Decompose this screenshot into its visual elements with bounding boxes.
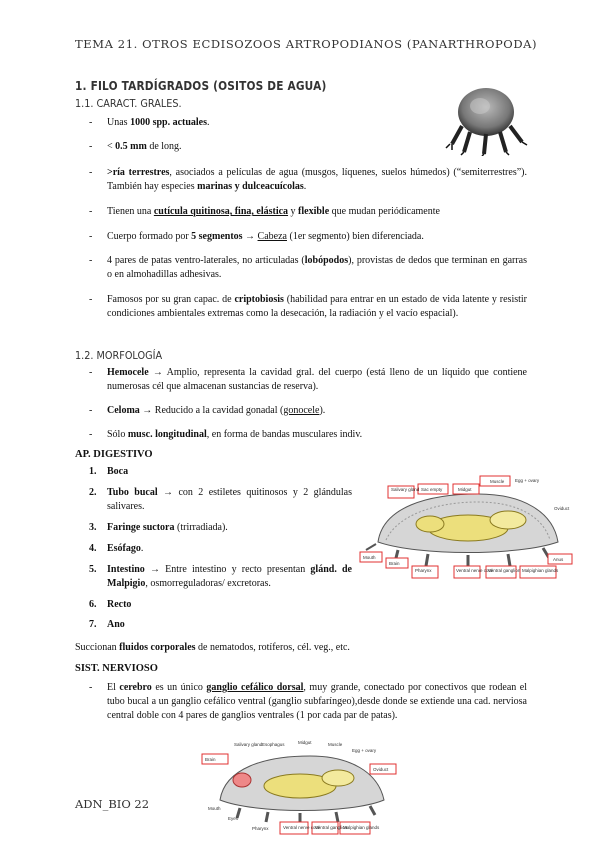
bullet-celoma: - Celoma → Reducido a la cavidad gonadal (gonocele). [89, 405, 326, 416]
section-heading-tardigrada: 1. FILO TARDÍGRADOS (OSITOS DE AGUA) [75, 79, 327, 93]
diagram-label: Anus [553, 557, 564, 562]
diagram-label: Midgut [298, 740, 312, 745]
digestivo-item: 6. Recto [89, 599, 132, 610]
diagram-label: Sac empty [421, 487, 443, 492]
diagram-label: Esophagus [262, 742, 285, 747]
bullet-segmentos: - Cuerpo formado por 5 segmentos → Cabeza (1er segmento) bien diferenciada. [89, 231, 424, 242]
bullet-length: - < 0.5 mm de long. [89, 141, 182, 152]
diagram-label: Muscle [328, 742, 343, 747]
digestivo-item: 2. Tubo bucal → con 2 estiletes quitinosos y 2 glándulas salivares. [89, 487, 352, 513]
digestivo-item: 1. Boca [89, 466, 129, 477]
diagram-label: Eyes [228, 816, 239, 821]
bullet-habitat: - >ría terrestres, asociados a películas de agua (musgos, líquenes, suelos húmedos) (“semiterrestres”). También hay especies marinas y dulceacuícolas. [89, 167, 527, 193]
diagram-label: Mouth [208, 806, 221, 811]
bullet-cerebro: - El cerebro es un único ganglio cefálico dorsal, muy grande, conectado por conectivos que rodean el tubo bucal a un ganglio cefálico ventral (ganglio subfaríngeo),desde donde se extiende una cad. nerviosa central doble con 4 pares de ganglios ventrales (1 por cada par de patas). [89, 682, 527, 722]
heading-nervioso: SIST. NERVIOSO [75, 663, 158, 674]
diagram-label: Ventral ganglion [488, 568, 521, 573]
diagram-label: Ventral nerve cord [456, 568, 493, 573]
diagram-label: Ventral nerve cord [283, 825, 320, 830]
heading-digestivo: AP. DIGESTIVO [75, 449, 153, 460]
diagram-label: Egg + ovary [515, 478, 540, 483]
nervous-diagram [200, 738, 400, 838]
diagram-label: Midgut [458, 487, 472, 492]
bullet-species: - Unas 1000 spp. actuales. [89, 117, 210, 128]
bullet-patas: - 4 pares de patas ventro-laterales, no articuladas (lobópodos), provistas de dedos que terminan en garras o en almohadillas adhesivas. [89, 255, 527, 281]
bullet-hemocele: - Hemocele → Amplio, representa la cavidad gral. del cuerpo (está lleno de un líquido que contiene numerosas cél que almacenan sustancias de reserva). [89, 367, 527, 393]
bullet-criptobiosis: - Famosos por su gran capac. de criptobiosis (habilidad para entrar en un estado de vida latente y resistir condiciones ambientales extremas como la desecación, la radiación y el vacío espacial). [89, 294, 528, 320]
diagram-label: Oviduct [554, 506, 570, 511]
diagram-label: Salivary gland [391, 487, 420, 492]
digestivo-item: 3. Faringe suctora (trirradiada). [89, 522, 228, 533]
digestivo-item: 5. Intestino → Entre intestino y recto presentan glánd. de Malpigio, osmorreguladoras/ excretoras. [89, 564, 352, 590]
digestive-diagram [358, 472, 578, 582]
diagram-label: Salivary gland [234, 742, 263, 747]
diagram-label: Ventral ganglion [315, 825, 348, 830]
diagram-label: Malpighian glands [343, 825, 380, 830]
diagram-label: Pharynx [252, 826, 269, 831]
diagram-label: Malpighian glands [522, 568, 559, 573]
diagram-label: Egg + ovary [352, 748, 377, 753]
diagram-label: Muscle [490, 479, 505, 484]
digestivo-item: 7. Ano [89, 619, 125, 630]
bullet-cuticula: - Tienen una cutícula quitinosa, fina, elástica y flexible que mudan periódicamente [89, 206, 440, 217]
diagram-label: Mouth [363, 555, 376, 560]
diagram-label: Oviduct [373, 767, 389, 772]
page-title: TEMA 21. OTROS ECDISOZOOS ARTROPODIANOS (PANARTHROPODA) [75, 37, 538, 51]
diagram-label: Pharynx [415, 568, 432, 573]
subheading-caract: 1.1. CARACT. GRALES. [75, 97, 182, 110]
digestivo-note: Succionan fluidos corporales de nematodos, rotíferos, cél. veg., etc. [75, 642, 350, 653]
bullet-musculatura: - Sólo musc. longitudinal, en forma de bandas musculares indiv. [89, 429, 363, 440]
digestivo-item: 4. Esófago. [89, 543, 144, 554]
footer-label: ADN_BIO 22 [75, 797, 150, 811]
subheading-morfologia: 1.2. MORFOLOGÍA [75, 349, 163, 362]
diagram-label: Brain [389, 561, 400, 566]
diagram-label: Brain [205, 757, 216, 762]
